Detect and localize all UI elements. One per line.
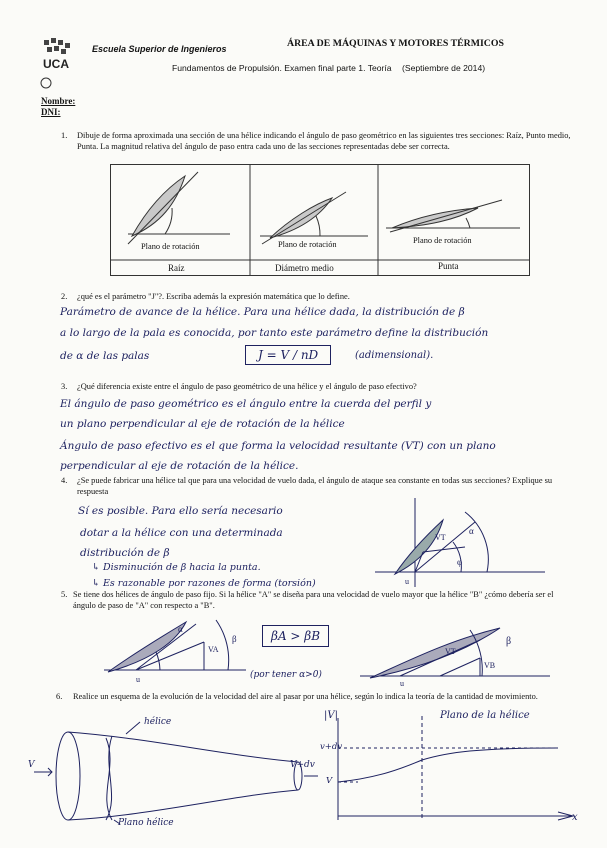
q6-streamtube-sketch (28, 716, 328, 832)
a4-line-5: ↳ Es razonable por razones de forma (torsión) (92, 578, 316, 589)
a3-line-3: Ángulo de paso efectivo es el que forma la velocidad resultante (VT) con un plano (60, 440, 496, 452)
q5b-vt-label: VT (445, 647, 456, 656)
q5-text: Se tiene dos hélices de ángulo de paso fijo. Si la hélice "A" se diseña para una velocidad de vuelo mayor que la hélice "B" ¿cómo debería ser el ángulo de paso de "A" con respecto a "B". (73, 590, 554, 610)
a5-note: (por tener α>0) (250, 670, 322, 680)
q4-phi-label: φ (457, 557, 463, 567)
a2-line-1: Parámetro de avance de la hélice. Para una hélice dada, la distribución de β (60, 306, 465, 318)
q6-v-out-label: V+dv (290, 760, 315, 770)
exam-date: (Septiembre de 2014) (401, 63, 486, 73)
a2-formula: J = V / nD (245, 345, 331, 365)
q6-x-axis-label: x (572, 812, 578, 823)
q6-axis-v-label: |V| (324, 710, 338, 721)
q1-diagram-table (110, 164, 530, 276)
school-name: Escuela Superior de Ingenieros (92, 44, 227, 54)
q5a-va-label: VA (208, 645, 219, 654)
a4-line-4: ↳ Disminución de β hacia la punta. (92, 562, 261, 573)
q6-text: Realice un esquema de la evolución de la velocidad del aire al pasar por una hélice, según lo indica la teoría de la cantidad de movimiento. (73, 692, 538, 701)
q5b-vb-label: VB (484, 661, 496, 670)
a4-line-3: distribución de β (80, 547, 170, 559)
name-label: Nombre: (41, 96, 76, 106)
q1-plane-label-mid: Plano de rotación (278, 240, 337, 249)
q6-v-in-label: V (28, 760, 35, 770)
subject-line (172, 63, 485, 73)
q1-text: Dibuje de forma aproximada una sección de una hélice indicando el ángulo de paso geométrico en las siguientes tres secciones: Raíz, Punto medio, Punta. La magnitud relativa del ángulo de paso entra cada uno de las secciones representadas debe ser correcta. (77, 131, 571, 151)
q6-plane-graph-label: Plano de la hélice (440, 710, 530, 721)
q5-number: 5. (61, 590, 68, 599)
q5a-u-label: u (136, 675, 140, 684)
a2-note: (adimensional). (355, 350, 434, 361)
a3-line-2: un plano perpendicular al eje de rotación de la hélice (60, 418, 345, 430)
q4-text: ¿Se puede fabricar una hélice tal que para una velocidad de vuelo dada, el ángulo de ataque sea constante en todas sus secciones? Explique su respuesta (77, 476, 553, 496)
q6-v-low-label: V (326, 776, 333, 786)
a2-line-3: de α de las palas (60, 350, 150, 362)
subject: Fundamentos de Propulsión. Examen final parte 1. Teoría (172, 63, 392, 73)
q1-col-tip: Punta (438, 261, 459, 271)
q3-number: 3. (61, 382, 68, 391)
q3-text: ¿Qué diferencia existe entre el ángulo de paso geométrico de una hélice y el ángulo de paso efectivo? (77, 382, 417, 391)
q6-velocity-graph (318, 708, 583, 830)
q1-plane-label-root: Plano de rotación (141, 242, 200, 251)
q2-text: ¿qué es el parámetro "J"?. Escriba además la expresión matemática que lo define. (77, 292, 350, 301)
q4-alpha-label: α (469, 526, 474, 536)
svg-text:UCA: UCA (43, 57, 69, 71)
uca-logo (36, 36, 76, 94)
q5b-u-label: u (400, 679, 404, 688)
q1-col-mid: Diámetro medio (275, 263, 334, 273)
dni-label: DNI: (41, 107, 61, 117)
q5-diagram-a (96, 612, 251, 684)
q4-number: 4. (61, 476, 68, 485)
q4-u-label: u (405, 577, 409, 586)
a3-line-4: perpendicular al eje de rotación de la hélice. (60, 460, 299, 472)
q6-plano-label: Plano hélice (118, 818, 174, 828)
q1-col-root: Raíz (168, 263, 185, 273)
q4-vt-label: VT (435, 533, 446, 542)
a4-line-2: dotar a la hélice con una determinada (80, 527, 283, 539)
q5b-beta-label: β (506, 636, 512, 647)
a3-line-1: El ángulo de paso geométrico es el ángulo entre la cuerda del perfil y (60, 398, 432, 410)
q4-velocity-diagram (365, 492, 555, 590)
a4-line-1: Sí es posible. Para ello sería necesario (78, 505, 283, 517)
q5a-beta-label: β (232, 634, 237, 644)
q1-number: 1. (61, 131, 68, 140)
q5-diagram-b (350, 610, 560, 688)
q5a-alpha-label: α (178, 624, 183, 634)
q2-number: 2. (61, 292, 68, 301)
q1-plane-label-tip: Plano de rotación (413, 236, 472, 245)
area-title: ÁREA DE MÁQUINAS Y MOTORES TÉRMICOS (287, 38, 504, 49)
q6-number: 6. (56, 692, 63, 701)
q6-helice-label: hélice (144, 717, 172, 727)
a5-box: βA > βB (262, 625, 329, 647)
a2-line-2: a lo largo de la pala es conocida, por tanto este parámetro define la distribución (60, 327, 489, 339)
q6-v-plus-label: v+dv (320, 742, 343, 752)
